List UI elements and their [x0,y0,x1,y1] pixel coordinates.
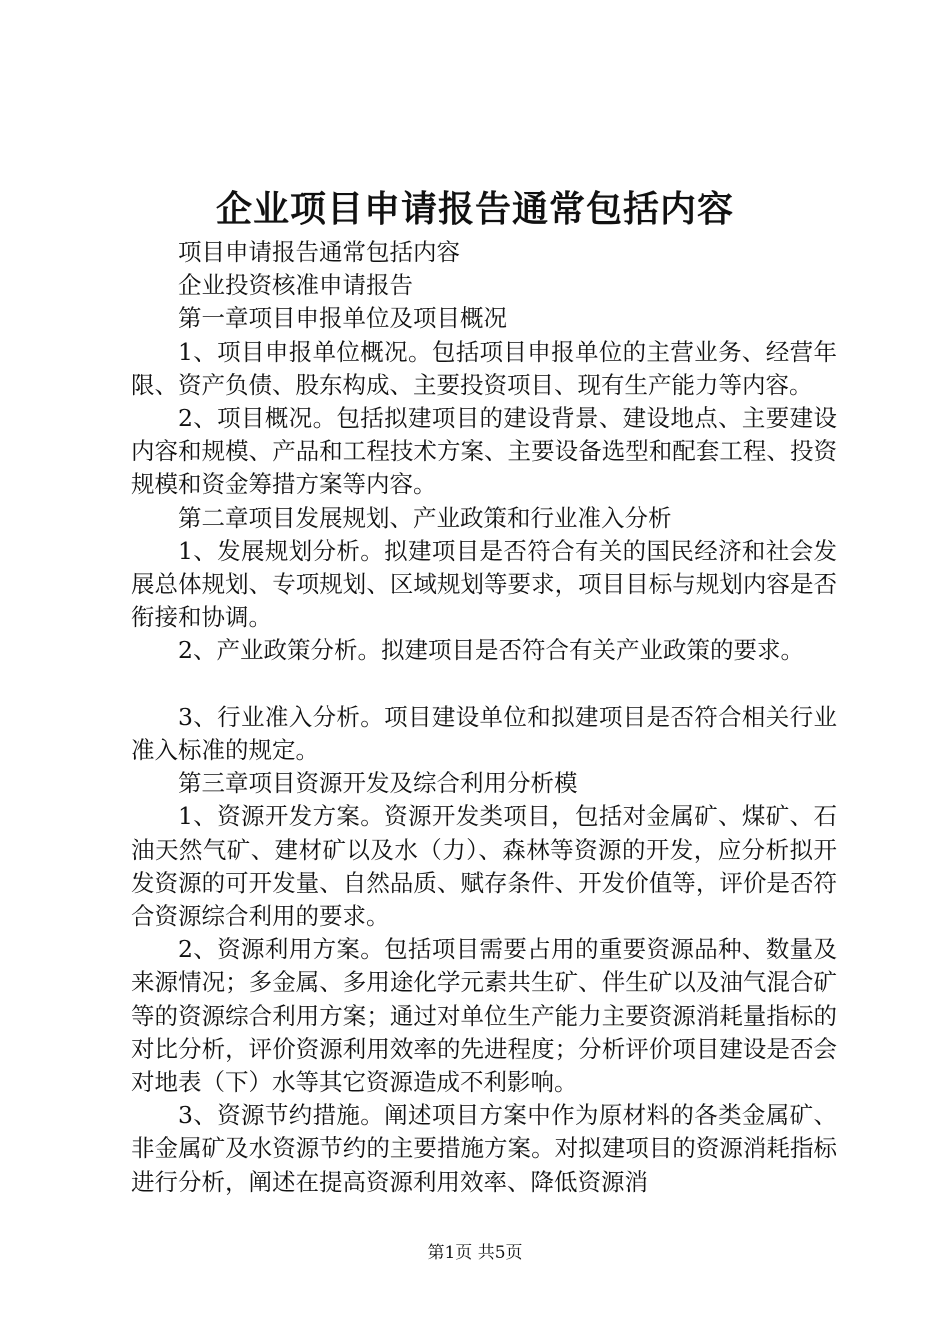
paragraph: 企业投资核准申请报告 [178,271,413,300]
paragraph: 项目申请报告通常包括内容 [178,238,460,266]
page-number-footer: 第1页 共5页 [427,1243,523,1263]
chapter-heading: 第二章项目发展规划、产业政策和行业准入分析 [178,503,672,532]
paragraph: 1、资源开发方案。资源开发类项目，包括对金属矿、煤矿、石油天然气矿、建材矿以及水（力）、森林等资源的开发，应分析拟开发资源的可开发量、自然品质、赋存条件、开发价值等，评价是否符合资源综合利用的要求。 [131,802,837,931]
paragraph: 2、产业政策分析。拟建项目是否符合有关产业政策的要求。 [178,636,804,665]
blank-line [131,668,837,701]
paragraph: 2、资源利用方案。包括项目需要占用的重要资源品种、数量及来源情况；多金属、多用途化学元素共生矿、伴生矿以及油气混合矿等的资源综合利用方案；通过对单位生产能力主要资源消耗量指标的对比分析，评价资源利用效率的先进程度；分析评价项目建设是否会对地表（下）水等其它资源造成不利影响。 [131,935,837,1097]
document-body [131,236,837,1199]
paragraph: 3、资源节约措施。阐述项目方案中作为原材料的各类金属矿、非金属矿及水资源节约的主要措施方案。对拟建项目的资源消耗指标进行分析，阐述在提高资源利用效率、降低资源消 [131,1101,837,1196]
document-title: 企业项目申请报告通常包括内容 [215,188,734,230]
chapter-heading: 第三章项目资源开发及综合利用分析模 [178,769,578,798]
paragraph: 3、行业准入分析。项目建设单位和拟建项目是否符合相关行业准入标准的规定。 [131,702,837,765]
paragraph: 1、项目申报单位概况。包括项目申报单位的主营业务、经营年限、资产负债、股东构成、主要投资项目、现有生产能力等内容。 [131,337,837,399]
paragraph: 2、项目概况。包括拟建项目的建设背景、建设地点、主要建设内容和规模、产品和工程技术方案、主要设备选型和配套工程、投资规模和资金筹措方案等内容。 [131,404,837,499]
paragraph: 1、发展规划分析。拟建项目是否符合有关的国民经济和社会发展总体规划、专项规划、区域规划等要求，项目目标与规划内容是否衔接和协调。 [131,536,837,632]
chapter-heading: 第一章项目申报单位及项目概况 [178,304,507,333]
